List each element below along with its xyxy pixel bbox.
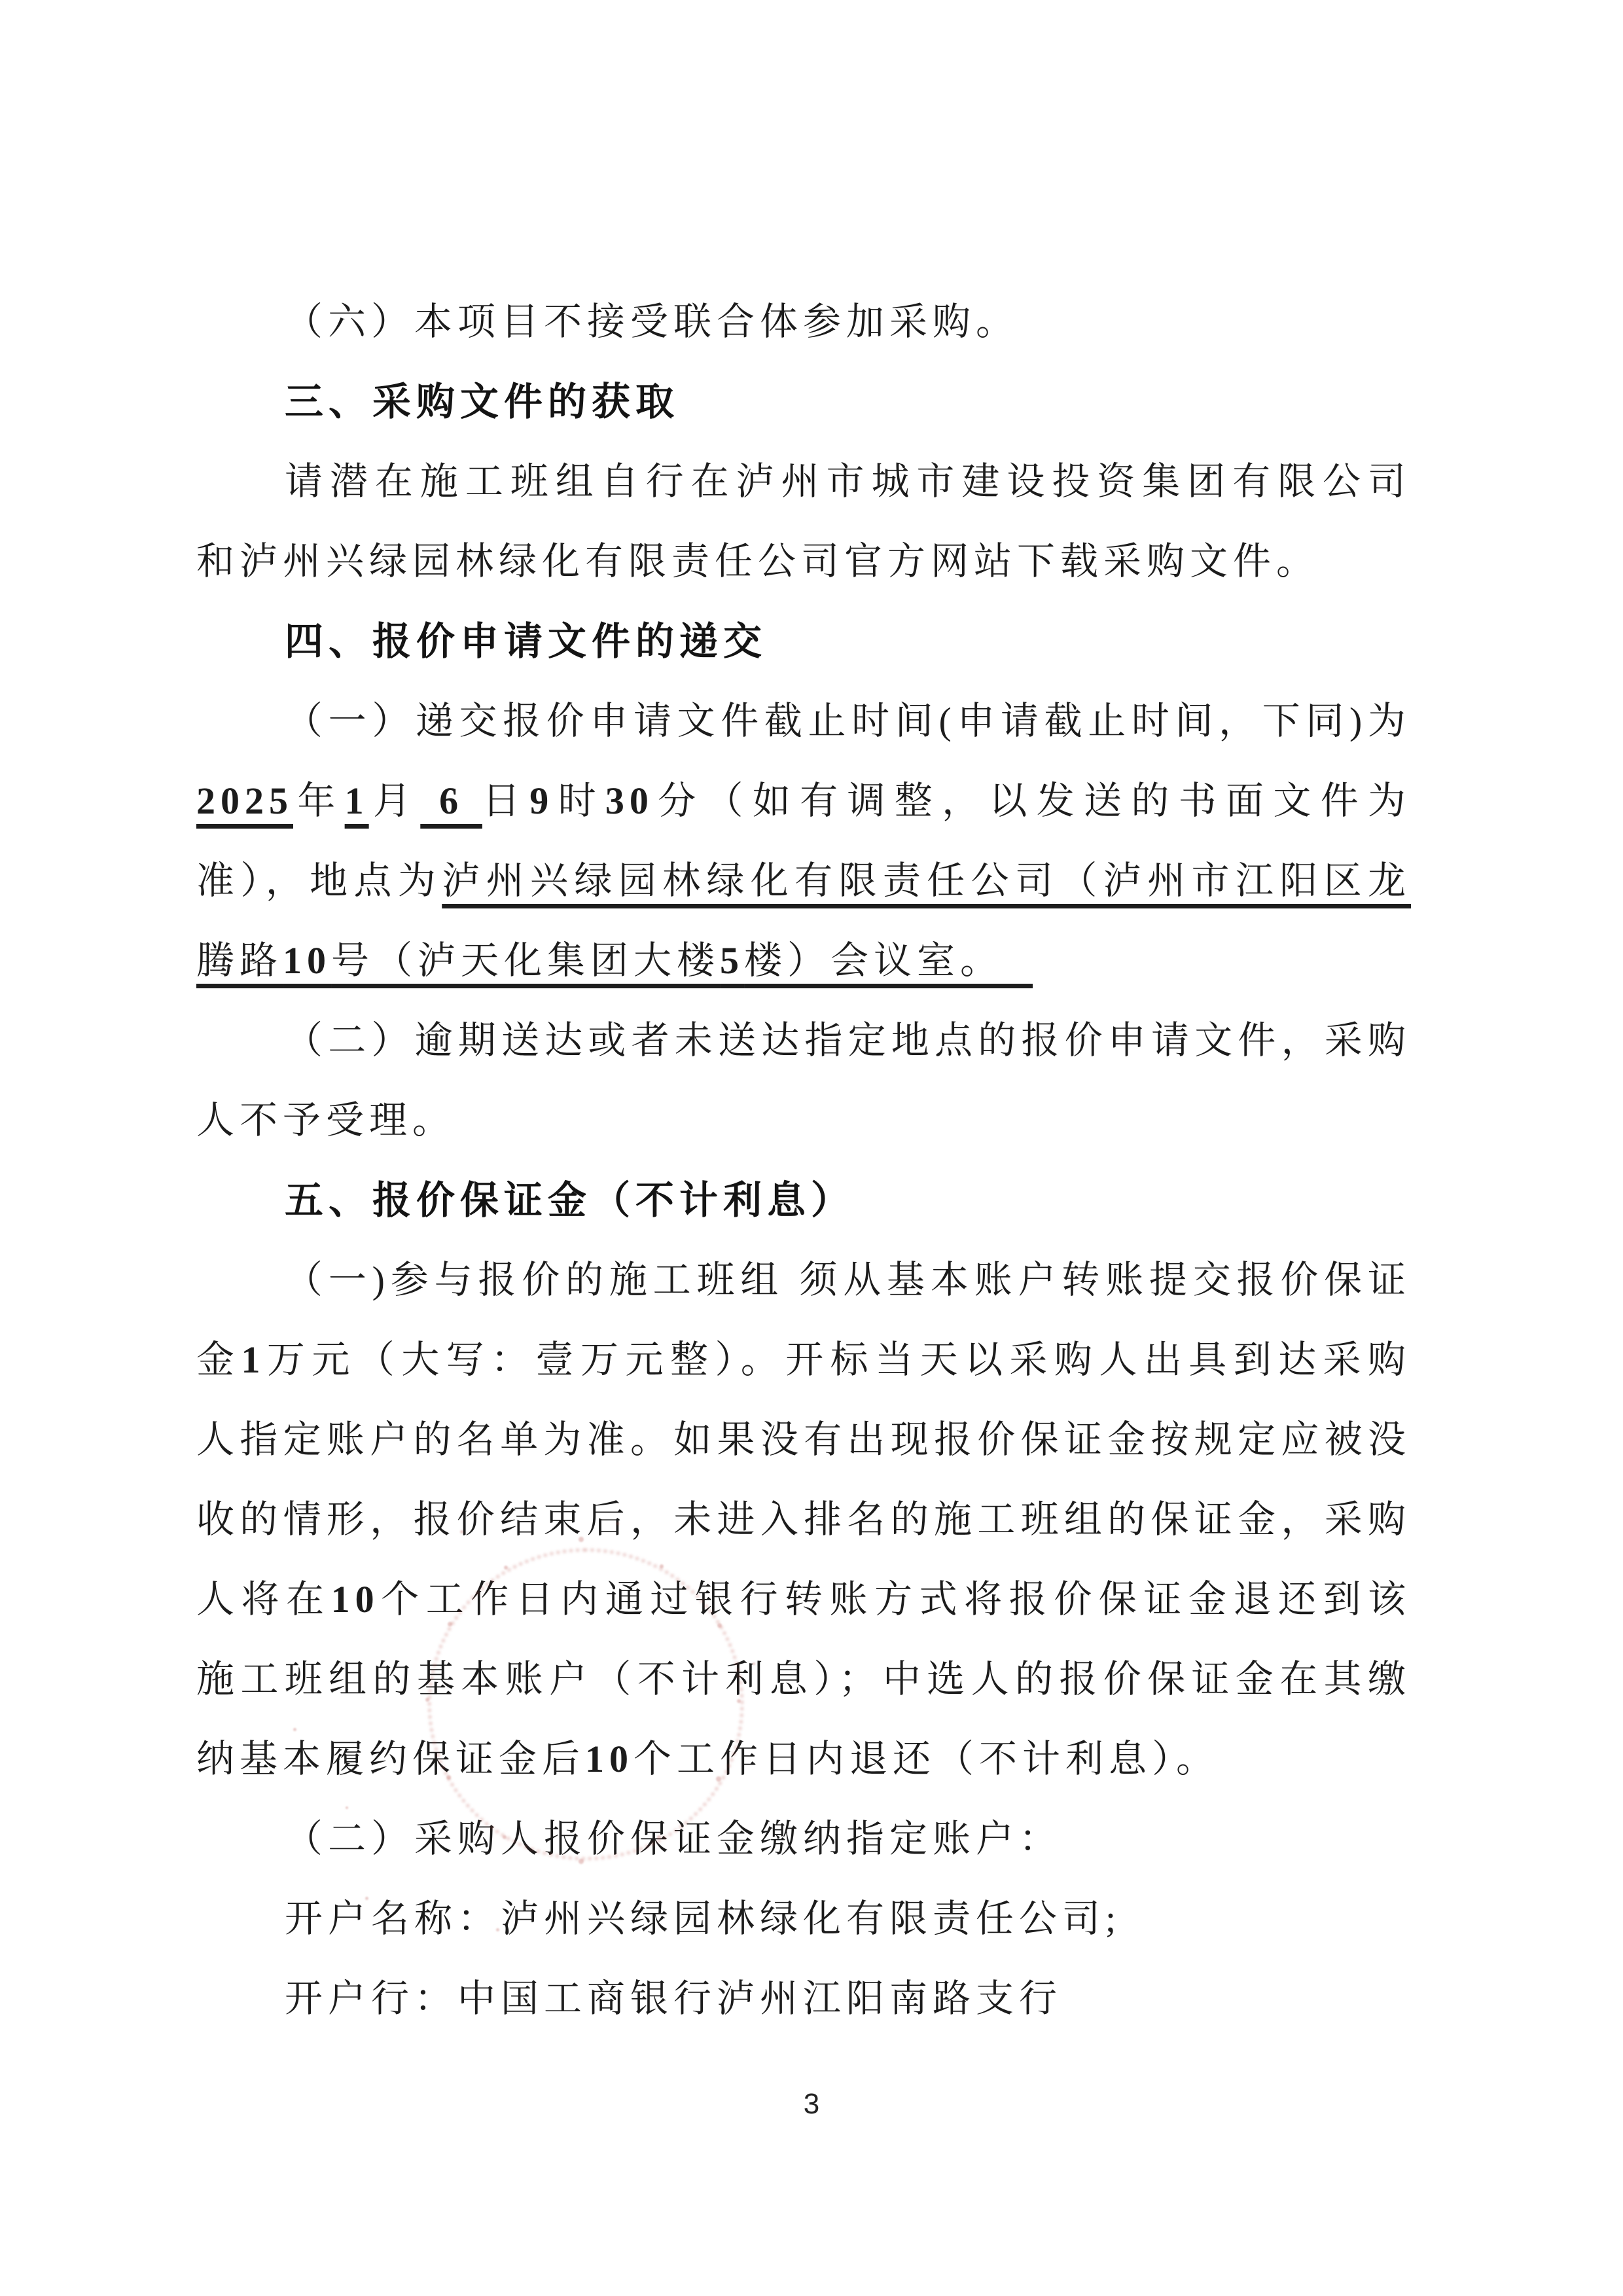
location-text-1: 腾路 [196,939,283,982]
location-street-number: 10 [283,939,332,982]
seal-speckle-dot [716,1776,721,1782]
para-deposit-line-4: 收的情形，报价结束后，未进入排名的施工班组的保证金，采购 [196,1498,1411,1541]
para-submit-line-1: （一）递交报价申请文件截止时间(申请截止时间，下同)为 [285,700,1411,742]
location-prefix: 准），地点为 [196,859,442,902]
deadline-year: 2025 [196,780,293,822]
refund-days: 10 [330,1578,380,1621]
para-deposit-line-2 [196,1320,1411,1400]
refund2-text-1: 纳基本履约保证金后 [196,1738,586,1780]
deposit-text-2: 万元（大写：壹万元整）。开标当天以采购人出具到达采购 [265,1338,1411,1381]
para-deposit-line-7 [196,1719,1411,1799]
deadline-hour: 9 [529,780,554,822]
section-5-heading: 五、报价保证金（不计利息） [285,1179,855,1222]
deadline-month: 1 [344,780,369,822]
location-underlined-2 [196,939,1033,982]
refund2-days: 10 [585,1738,634,1780]
para-obtain-line-2: 和泸州兴绿园林绿化有限责任公司官方网站下载采购文件。 [196,540,1320,583]
deadline-day: 6 [420,780,482,822]
deadline-month-unit: 月 [368,780,421,822]
seal-speckle-dot [496,1928,499,1931]
document-body [196,282,1411,2039]
location-floor-number: 5 [720,939,745,982]
para-deposit-line-1: （一)参与报价的施工班组 须从基本账户转账提交报价保证 [285,1259,1411,1301]
seal-speckle-dot [753,1662,755,1665]
para-deadline-line [196,761,1411,841]
seal-speckle-dot [460,1530,463,1534]
account-name-line: 开户名称：泸州兴绿园林绿化有限责任公司; [285,1897,1122,1940]
seal-speckle-dot [504,1566,508,1570]
para-location-line-2 [196,921,1411,1001]
seal-speckle-dot [737,1699,741,1703]
seal-speckle-dot [293,1728,296,1731]
refund2-text-2: 个工作日内退还（不计利息）。 [633,1738,1220,1780]
red-seal-stamp [428,1549,743,1860]
seal-speckle-dot [579,1537,584,1542]
seal-speckle-dot [660,1564,664,1568]
location-text-3: 楼）会议室。 [744,939,1033,982]
page-number: 3 [803,2088,820,2120]
seal-speckle-dot [448,1622,452,1626]
para-deposit-line-3: 人指定账户的名单为准。如果没有出现报价保证金按规定应被没 [196,1418,1411,1461]
account-bank-line: 开户行：中国工商银行泸州江阳南路支行 [285,1977,1063,2020]
section-4-heading: 四、报价申请文件的递交 [285,620,768,663]
section-3-heading: 三、采购文件的获取 [285,380,680,423]
deposit-text-1: 金 [196,1338,241,1381]
para-deposit-line-6: 施工班组的基本账户（不计利息）；中选人的报价保证金在其缴 [196,1658,1411,1700]
seal-speckle-dot [425,1698,429,1702]
refund-text-1: 人将在 [196,1578,331,1621]
deadline-tail: 分（如有调整，以发送的书面文件为 [653,780,1411,822]
deadline-minute: 30 [605,780,654,822]
para-overdue-line-2: 人不予受理。 [196,1099,456,1141]
para-overdue-line-1: （二）逾期送达或者未送达指定地点的报价申请文件，采购 [285,1019,1411,1062]
seal-speckle-dot [365,1897,368,1900]
seal-speckle-dot [446,1775,451,1780]
deadline-hour-unit: 时 [554,780,605,822]
para-location-line-1 [196,841,1411,921]
para-deposit-line-5 [196,1560,1411,1640]
seal-speckle-dot [503,1835,507,1839]
para-account-heading: （二）采购人报价保证金缴纳指定账户： [285,1818,1063,1860]
deadline-day-unit: 日 [482,780,530,822]
deposit-amount: 1 [241,1338,266,1381]
deadline-year-unit: 年 [293,780,345,822]
location-text-2: 号（泸天化集团大楼 [331,939,721,982]
refund-text-2: 个工作日内通过银行转账方式将报价保证金退还到该 [379,1578,1411,1621]
seal-speckle-dot [717,1623,722,1628]
seal-speckle-dot [657,1835,661,1839]
para-obtain-line-1: 请潜在施工班组自行在泸州市城市建设投资集团有限公司 [285,460,1411,503]
clause-item-6: （六）本项目不接受联合体参加采购。 [285,300,1020,343]
seal-speckle-dot [346,1806,348,1809]
location-underlined: 泸州兴绿园林绿化有限责任公司（泸州市江阳区龙 [442,859,1411,902]
seal-speckle-dot [579,1859,584,1864]
seal-speckle-dot [616,1522,619,1525]
